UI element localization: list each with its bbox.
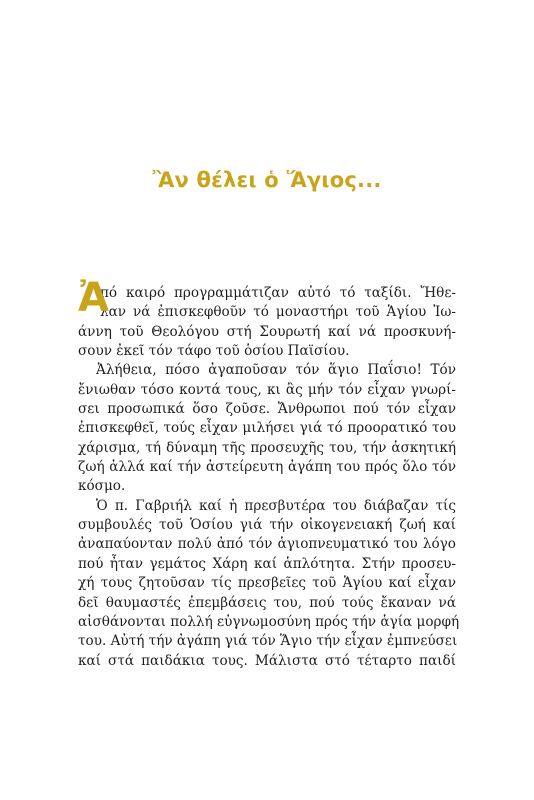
paragraph-line: του. Αὐτή τήν ἀγάπη γιά τόν Ἅγιο τήν εἶχαν ἐμπνεύσει: [78, 633, 458, 650]
paragraph-line: χή τους ζητοῦσαν τίς πρεσβεῖες τοῦ Ἁγίου καί εἶχαν: [78, 575, 456, 592]
paragraph-1: [78, 275, 456, 361]
paragraph-line: σουν ἐκεῖ τόν τάφο τοῦ ὁσίου Παϊσίου.: [78, 343, 350, 360]
paragraph-line: αἰσθάνονται πολλή εὐγνωμοσύνη πρός τήν ἁγία μορφή: [78, 613, 460, 630]
drop-cap: Ἀ: [78, 275, 109, 321]
paragraph-line: χάρισμα, τή δύναμη τῆς προσευχῆς του, τήν ἀσκητική: [78, 439, 456, 456]
paragraph-line: Ὁ π. Γαβριήλ καί ἡ πρεσβυτέρα του διάβαζαν τίς: [96, 497, 456, 514]
chapter-title: Ἂν θέλει ὁ Ἅγιος...: [152, 168, 382, 192]
paragraph-line: Ἀλήθεια, πόσο ἀγαποῦσαν τόν ἅγιο Παΐσιο! Τόν: [96, 362, 456, 379]
paragraph-line: κόσμο.: [78, 478, 126, 495]
paragraph-line: Ἀ πό καιρό προγραμμάτιζαν αὐτό τό ταξίδι. Ἤθε-: [78, 275, 456, 321]
paragraph-line: άννη τοῦ Θεολόγου στή Σουρωτή καί νά προσκυνή-: [78, 323, 456, 340]
paragraph-line: ἀναπαύονταν πολύ ἀπό τόν ἁγιοπνευματικό του λόγο: [78, 536, 456, 553]
paragraph-line: πού ἦταν γεμάτος Χάρη καί ἁπλότητα. Στήν προσευ-: [78, 555, 456, 572]
paragraph-line: ἔνιωθαν τόσο κοντά τους, κι ἂς μήν τόν εἶχαν γνωρί-: [78, 381, 456, 398]
paragraph-line: ἐπισκεφθεῖ, τούς εἶχαν μιλήσει γιά τό προορατικό του: [78, 420, 456, 437]
body-text: [78, 275, 460, 671]
paragraph-line: καί στά παιδάκια τους. Μάλιστα στό τέταρτο παιδί: [78, 652, 456, 669]
paragraph-3: [78, 497, 460, 671]
paragraph-line: ζωή ἀλλά καί τήν ἀστείρευτη ἀγάπη του πρός ὅλο τόν: [78, 459, 456, 476]
paragraph-line: συμβουλές τοῦ Ὁσίου γιά τήν οἰκογενειακή ζωή καί: [78, 517, 456, 534]
paragraph-line: δεῖ θαυμαστές ἐπεμβάσεις του, πού τούς ἔκαναν νά: [78, 594, 456, 611]
paragraph-line: σει προσωπικά ὅσο ζοῦσε. Ἄνθρωποι πού τόν εἶχαν: [78, 401, 456, 418]
paragraph-2: [78, 361, 456, 496]
paragraph-line: λαν νά ἐπισκεφθοῦν τό μοναστήρι τοῦ Ἁγίου Ἰω-: [100, 304, 456, 321]
